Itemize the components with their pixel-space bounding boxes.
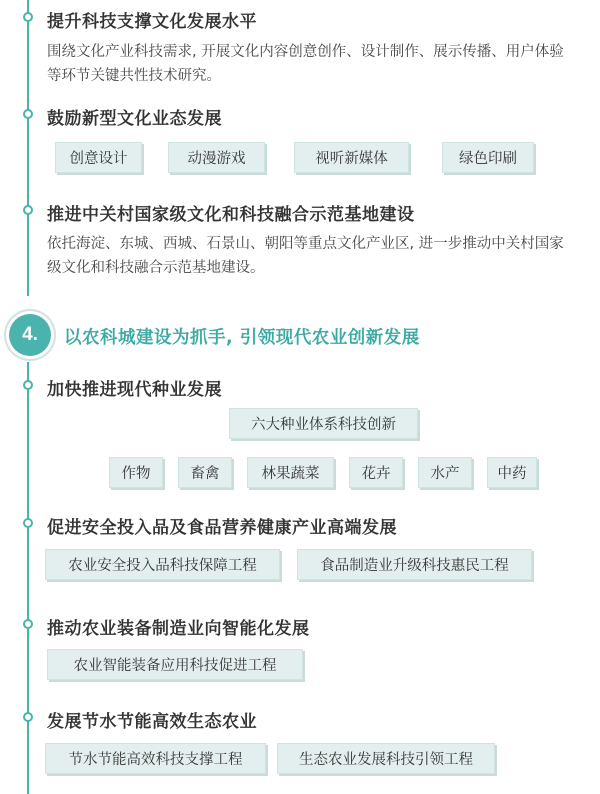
section-title: 以农科城建设为抓手, 引领现代农业创新发展 [64,328,420,348]
timeline-bullet [23,712,33,722]
timeline-bullet [23,205,33,215]
tag-chinese-medicine: 中药 [487,457,537,488]
timeline-bullet [23,12,33,22]
timeline-bullet [23,109,33,119]
tag-fruits-vegetables: 林果蔬菜 [247,457,334,488]
tag-flowers: 花卉 [349,457,403,488]
tag-green-printing: 绿色印刷 [442,142,534,173]
section-number-badge: 4. [9,314,51,356]
tag-animation-games: 动漫游戏 [168,142,265,173]
tag-agri-input-safety: 农业安全投入品科技保障工程 [45,549,280,580]
timeline-bullet [23,518,33,528]
block-heading: 推动农业装备制造业向智能化发展 [47,619,310,639]
block-heading: 鼓励新型文化业态发展 [47,109,222,129]
tag-audiovisual-media: 视听新媒体 [294,142,409,173]
timeline-line-bottom [27,362,29,794]
block-paragraph: 围绕文化产业科技需求, 开展文化内容创意创作、设计制作、展示传播、用户体验等环节关键共性技术研究。 [47,44,564,84]
tag-seed-systems: 六大种业体系科技创新 [229,408,418,439]
tag-aquatic: 水产 [418,457,472,488]
block-heading: 推进中关村国家级文化和科技融合示范基地建设 [47,205,415,225]
tag-livestock: 畜禽 [178,457,232,488]
block-heading: 促进安全投入品及食品营养健康产业高端发展 [47,518,397,538]
block-heading: 发展节水节能高效生态农业 [47,712,257,732]
block-heading: 提升科技支撑文化发展水平 [47,12,257,32]
timeline-bullet [23,380,33,390]
tag-smart-equipment: 农业智能装备应用科技促进工程 [47,649,303,680]
tag-food-manufacturing: 食品制造业升级科技惠民工程 [297,549,532,580]
tag-creative-design: 创意设计 [55,142,142,173]
timeline-line-top [27,0,29,296]
block-heading: 加快推进现代种业发展 [47,380,222,400]
tag-water-saving: 节水节能高效科技支撑工程 [45,743,266,774]
timeline-bullet [23,619,33,629]
tag-eco-agriculture: 生态农业发展科技引领工程 [277,743,495,774]
tag-crops: 作物 [109,457,163,488]
block-paragraph: 依托海淀、东城、西城、石景山、朝阳等重点文化产业区, 进一步推动中关村国家级文化和科技融合示范基地建设。 [47,236,564,276]
